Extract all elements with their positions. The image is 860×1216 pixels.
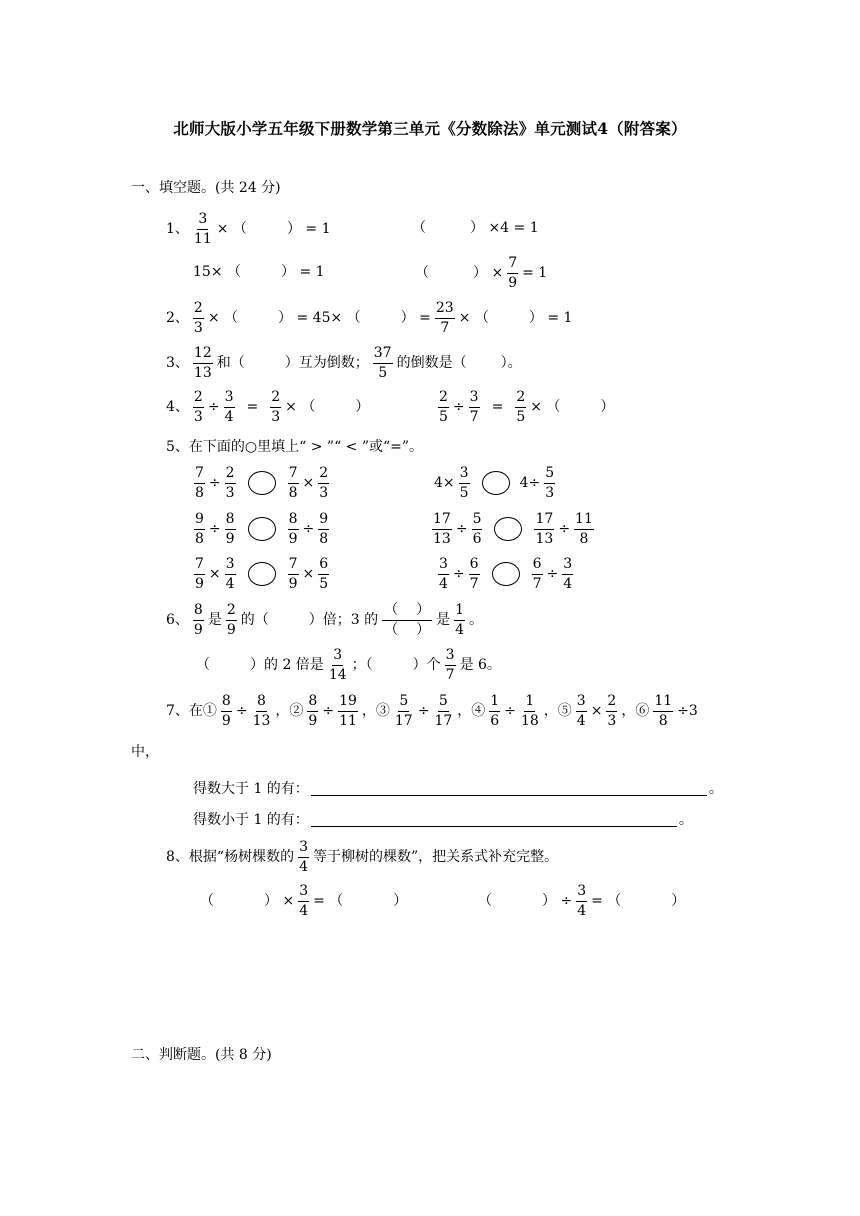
text: 8	[307, 694, 318, 712]
text: 是	[436, 612, 451, 629]
text: 8	[658, 712, 668, 729]
fraction	[288, 557, 299, 591]
fraction	[653, 694, 673, 728]
text: 是	[207, 612, 222, 629]
compare-circle-input[interactable]	[248, 517, 276, 541]
text: 2	[193, 301, 204, 319]
text: ÷	[208, 475, 221, 492]
text: 8	[221, 694, 232, 712]
text: 3	[298, 884, 309, 902]
text: 8	[288, 484, 298, 501]
fraction	[298, 884, 309, 918]
text: ）	[600, 399, 615, 416]
text: 得数小于 1 的有：	[193, 811, 309, 828]
text: （	[415, 265, 429, 282]
fraction	[338, 694, 358, 728]
fraction	[252, 694, 272, 728]
text: 3	[469, 390, 480, 408]
text: ×	[208, 566, 221, 583]
fraction	[193, 346, 213, 380]
fraction	[459, 466, 470, 500]
fraction	[307, 694, 318, 728]
question-4-right	[436, 390, 614, 424]
fraction	[445, 648, 456, 682]
text: 4÷	[519, 475, 541, 492]
fraction	[193, 603, 204, 637]
text: 13	[193, 364, 212, 381]
text: 4	[299, 902, 309, 919]
fraction	[194, 512, 205, 546]
compare-row-2-right	[430, 512, 596, 546]
text: 13	[535, 530, 554, 547]
text: 。	[469, 612, 484, 629]
question-7-less-line	[193, 812, 693, 827]
text: 9	[508, 274, 518, 291]
text: 3	[459, 466, 470, 484]
fraction	[515, 390, 526, 424]
text: 9	[288, 530, 298, 547]
fraction	[328, 648, 348, 682]
text: 6	[490, 712, 500, 729]
fraction	[288, 466, 299, 500]
text: ） = 1	[281, 264, 325, 280]
question-4-left	[166, 390, 369, 424]
text: 2、	[166, 310, 189, 327]
fraction	[520, 694, 540, 728]
text: ，⑥	[621, 703, 650, 720]
text: 17	[394, 712, 413, 729]
text: 3	[224, 390, 235, 408]
text: 4×	[434, 475, 455, 492]
text: 8	[256, 694, 267, 712]
text: ÷	[208, 521, 221, 538]
text: ÷	[417, 703, 430, 720]
text: 9	[226, 621, 236, 638]
text: 8、根据“杨树棵数的	[166, 849, 295, 866]
fraction	[606, 694, 617, 728]
text: =	[246, 399, 259, 416]
fraction	[193, 301, 204, 335]
text: 7	[532, 575, 542, 592]
text: 9	[194, 512, 205, 530]
text: （	[196, 657, 210, 674]
question-8-equation-b	[478, 884, 685, 918]
text: 3	[319, 484, 329, 501]
compare-circle-input[interactable]	[494, 517, 522, 541]
text: 4	[455, 621, 465, 638]
text: 3	[332, 648, 343, 666]
text: 5	[516, 408, 526, 425]
fraction	[225, 512, 236, 546]
compare-circle-input[interactable]	[492, 562, 520, 586]
text: 13	[433, 530, 451, 547]
text: ；（	[351, 657, 373, 674]
text: ，③	[361, 703, 390, 720]
question-7-greater-line	[193, 781, 723, 796]
text: 4	[224, 408, 234, 425]
text: 17	[434, 712, 453, 729]
text: =	[491, 399, 504, 416]
text: ）的 2 倍是	[250, 657, 324, 674]
text: ） = 1	[286, 221, 331, 238]
fraction	[394, 694, 414, 728]
text: ÷	[322, 703, 335, 720]
text: 3	[576, 884, 587, 902]
text: × （	[530, 399, 561, 416]
text: 3	[271, 408, 281, 425]
question-2	[166, 301, 572, 335]
text: 8	[288, 512, 299, 530]
text: 2	[318, 466, 329, 484]
text: （	[412, 220, 426, 236]
text: 14	[328, 666, 347, 683]
fraction	[373, 346, 393, 380]
text: 5	[439, 408, 448, 425]
compare-circle-input[interactable]	[248, 562, 276, 586]
text: 2	[515, 390, 526, 408]
question-3	[166, 346, 522, 380]
fraction	[532, 557, 543, 591]
text: ） ×	[473, 265, 504, 282]
fraction	[270, 390, 281, 424]
text: 3	[576, 694, 587, 712]
fraction	[435, 301, 455, 335]
compare-row-1-right	[434, 466, 557, 500]
text: ，④	[457, 703, 486, 720]
fraction	[454, 603, 465, 637]
text: ） ÷	[542, 893, 573, 910]
text: 7	[469, 408, 479, 425]
text: 19	[338, 694, 358, 712]
fraction	[193, 212, 213, 246]
fraction	[438, 557, 449, 591]
text: 7	[194, 557, 205, 575]
text: 7	[440, 319, 450, 336]
fraction-part	[382, 621, 432, 638]
question-8-equation-a	[200, 884, 407, 918]
text: 17	[534, 512, 554, 530]
fraction	[469, 557, 480, 591]
text: ×	[590, 703, 603, 720]
question-7-wrap	[131, 745, 159, 759]
fraction	[194, 557, 205, 591]
text: 4	[563, 575, 573, 592]
text: 6	[318, 557, 329, 575]
text: 8	[319, 530, 329, 547]
text: （	[384, 602, 399, 618]
fraction	[221, 694, 232, 728]
question-1-part-a	[166, 212, 330, 246]
text: 17	[432, 512, 452, 530]
text: ÷	[452, 399, 465, 416]
text: 4	[576, 712, 586, 729]
text: ÷	[207, 399, 220, 416]
question-1-part-d	[415, 256, 547, 290]
text: 7	[507, 256, 518, 274]
answer-line-input[interactable]	[311, 812, 677, 827]
text: ） = 1	[528, 310, 573, 327]
text: 。	[678, 811, 693, 828]
fraction	[288, 512, 299, 546]
question-8	[166, 840, 558, 874]
fraction	[438, 390, 449, 424]
text: 3、	[166, 355, 189, 372]
fraction	[507, 256, 518, 290]
text: 一、填空题。(共 24 分)	[131, 180, 281, 196]
text: × （	[285, 399, 316, 416]
text: × （	[216, 221, 247, 238]
text: × （	[207, 310, 239, 327]
text: ） = 45× （	[278, 310, 361, 327]
question-7	[166, 694, 698, 728]
text: 6、	[166, 612, 189, 629]
text: 37	[373, 346, 393, 364]
text: 5	[319, 575, 329, 592]
text: 1、	[166, 221, 189, 238]
text: ） ×	[264, 893, 295, 910]
text: 和（	[216, 355, 245, 372]
fraction	[194, 466, 205, 500]
text: 得数大于 1 的有：	[193, 780, 309, 797]
page-title: 北师大版小学五年级下册数学第三单元《分数除法》单元测试4（附答案）	[173, 119, 687, 138]
text: 4	[577, 902, 587, 919]
text: × （	[458, 310, 489, 327]
fraction	[432, 512, 452, 546]
text: 9	[308, 712, 318, 729]
text: ）	[671, 893, 686, 910]
text: ）	[416, 602, 431, 618]
section-2-heading	[131, 1048, 272, 1062]
question-1-part-c	[193, 265, 325, 279]
text: 3	[607, 712, 617, 729]
text: 中，	[131, 744, 159, 760]
text: ）互为倒数；	[284, 355, 369, 372]
fraction	[318, 466, 329, 500]
text: 11	[653, 694, 673, 712]
text: 3	[545, 484, 555, 501]
fraction	[574, 512, 594, 546]
text: 23	[435, 301, 455, 319]
text: ，②	[275, 703, 304, 720]
fraction	[489, 694, 500, 728]
text: 11	[574, 512, 594, 530]
text: 9	[193, 621, 203, 638]
compare-row-2-left	[192, 512, 331, 546]
text: 2	[226, 603, 237, 621]
compare-row-3-right	[436, 557, 575, 591]
compare-row-3-left	[192, 557, 331, 591]
fraction	[472, 512, 483, 546]
text: 3	[225, 557, 236, 575]
text: 7、在①	[166, 703, 217, 720]
text: （	[384, 621, 399, 638]
fraction	[224, 390, 235, 424]
fraction	[225, 466, 236, 500]
text: ÷	[558, 521, 571, 538]
text: ÷	[546, 566, 559, 583]
text: ÷	[504, 703, 516, 720]
compare-circle-input[interactable]	[482, 471, 510, 495]
text: 二、判断题。(共 8 分)	[131, 1047, 272, 1063]
text: 9	[195, 575, 204, 592]
text: 5	[459, 484, 469, 501]
text: ）	[355, 399, 370, 416]
fraction	[544, 466, 555, 500]
text: 2	[606, 694, 617, 712]
text: 3	[445, 648, 456, 666]
text: 4	[225, 575, 235, 592]
blank-fraction-input[interactable]	[382, 603, 432, 637]
text: 15× （	[193, 264, 241, 280]
fraction	[193, 390, 204, 424]
question-5-prompt	[166, 440, 423, 454]
text: ） =	[400, 310, 431, 327]
text: 3	[197, 212, 208, 230]
compare-circle-input[interactable]	[248, 471, 276, 495]
compare-row-1-left	[192, 466, 331, 500]
fraction	[226, 603, 237, 637]
text: ÷	[455, 521, 468, 538]
text: = 1	[522, 265, 548, 282]
text: 7	[445, 666, 455, 683]
text: 2	[270, 390, 281, 408]
text: 5	[544, 466, 555, 484]
text: ÷	[452, 566, 465, 583]
text: 2	[225, 466, 236, 484]
text: 5	[472, 512, 483, 530]
text: 7	[194, 466, 205, 484]
text: 1	[524, 694, 535, 712]
question-6-line-2	[196, 648, 501, 682]
text: 5	[378, 364, 388, 381]
section-1-heading	[131, 181, 281, 195]
text: 6	[472, 530, 482, 547]
text: 8	[193, 603, 204, 621]
text: 7	[288, 557, 299, 575]
text: 7	[288, 466, 299, 484]
text: 的（	[240, 612, 269, 629]
text: 9	[288, 575, 298, 592]
text: 4、	[166, 399, 189, 416]
fraction	[469, 390, 480, 424]
text: 5、在下面的○里填上“ > ”“ < ”或“=”。	[166, 439, 424, 455]
fraction	[225, 557, 236, 591]
text: 7	[469, 575, 479, 592]
text: ÷	[235, 703, 248, 720]
text: ÷3	[677, 703, 698, 720]
fraction-part	[382, 603, 432, 621]
text: 8	[225, 512, 236, 530]
fraction	[318, 512, 329, 546]
text: = （	[313, 893, 344, 910]
text: 1	[489, 694, 500, 712]
text: 5	[438, 694, 449, 712]
answer-line-input[interactable]	[311, 781, 707, 796]
fraction	[534, 512, 554, 546]
text: 2	[193, 390, 204, 408]
text: ×	[302, 566, 315, 583]
text: 1	[454, 603, 465, 621]
text: ）个	[412, 657, 441, 674]
question-1-part-b	[412, 221, 539, 235]
text: ÷	[302, 521, 315, 538]
text: 3	[193, 319, 203, 336]
text: ，⑤	[543, 703, 572, 720]
text: 6	[469, 557, 480, 575]
text: 的倒数是（	[396, 355, 467, 372]
fraction	[576, 694, 587, 728]
fraction	[298, 840, 309, 874]
text: 3	[562, 557, 573, 575]
text: 8	[195, 530, 204, 547]
text: 4	[439, 575, 448, 592]
text: 9	[221, 712, 231, 729]
text: 12	[193, 346, 213, 364]
text: 3	[438, 557, 449, 575]
text: 3	[225, 484, 235, 501]
text: 8	[195, 484, 204, 501]
text: 等于柳树的棵数”，把关系式补充完整。	[313, 849, 559, 866]
text: 6	[532, 557, 543, 575]
question-6-line-1	[166, 603, 483, 637]
text: 4	[299, 858, 308, 875]
text: 9	[225, 530, 235, 547]
text: 11	[339, 712, 357, 729]
text: 2	[438, 390, 449, 408]
text: 5	[398, 694, 409, 712]
text: 11	[193, 230, 212, 247]
text: 18	[520, 712, 539, 729]
fraction	[576, 884, 587, 918]
text: 9	[318, 512, 329, 530]
text: （	[478, 893, 492, 910]
text: 是 6。	[459, 657, 501, 674]
text: （	[200, 893, 214, 910]
text: 3	[193, 408, 203, 425]
text: ）倍；3 的	[308, 612, 379, 629]
text: ） ×4 = 1	[470, 220, 539, 236]
fraction	[318, 557, 329, 591]
text: = （	[591, 893, 622, 910]
text: 13	[252, 712, 271, 729]
text: 8	[579, 530, 589, 547]
text: ）	[393, 893, 408, 910]
text: ×	[302, 475, 315, 492]
text: 。	[708, 780, 723, 797]
fraction	[562, 557, 573, 591]
text: ）。	[500, 355, 522, 372]
text: 3	[298, 840, 309, 858]
fraction	[433, 694, 453, 728]
text: ）	[416, 621, 431, 638]
